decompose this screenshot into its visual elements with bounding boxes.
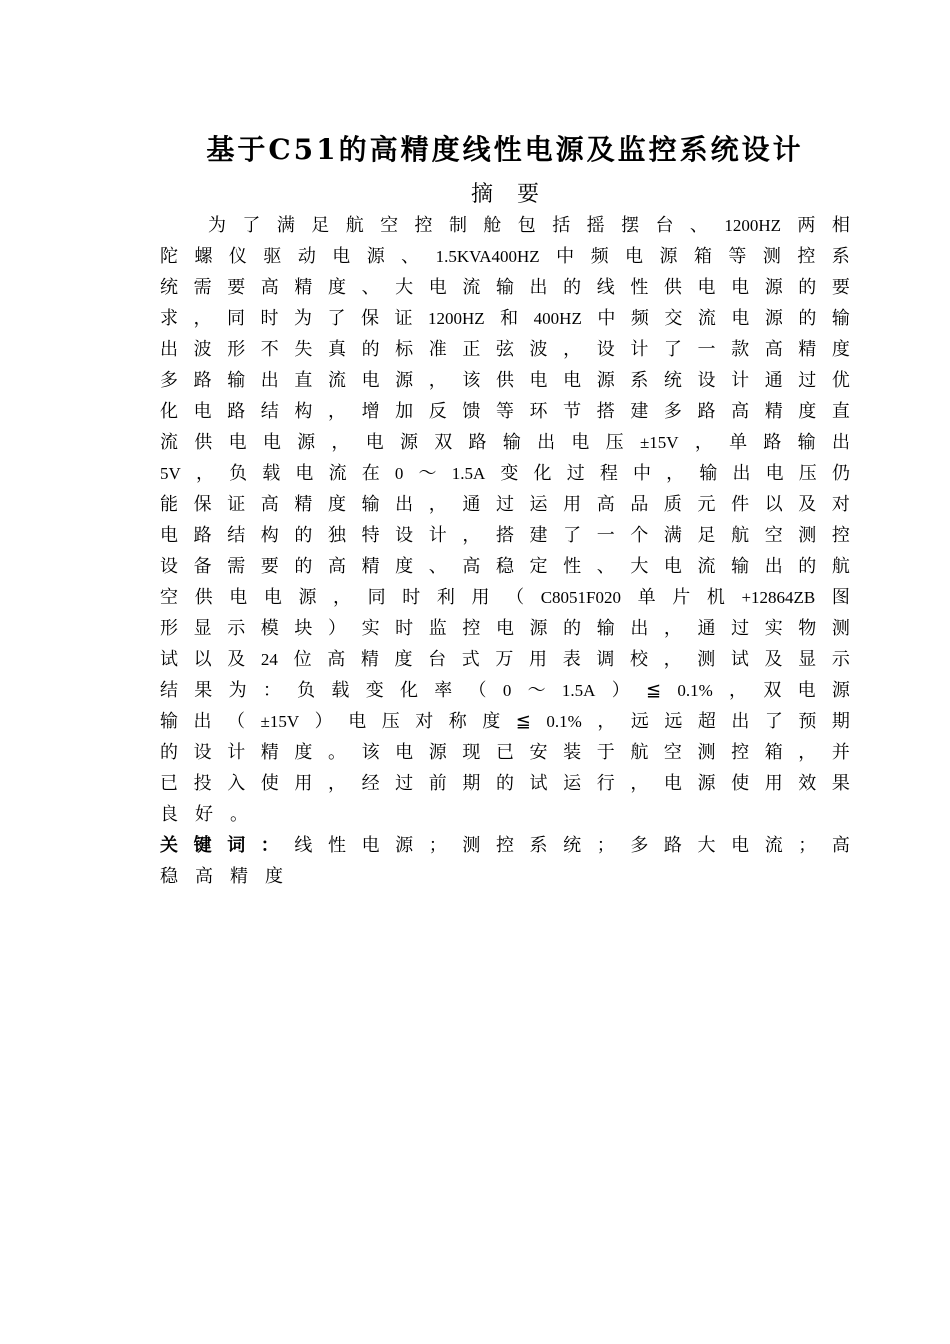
abstract-line: 空 供 电 电 源 ， 同 时 利 用 （ C8051F020 单 片 机 +12864ZB 图 bbox=[160, 587, 850, 608]
abstract-line: 求 ， 同 时 为 了 保 证 1200HZ 和 400HZ 中 频 交 流 电 源 的 输 bbox=[160, 308, 850, 329]
abstract-line: 试 以 及 24 位 高 精 度 台 式 万 用 表 调 校 ， 测 试 及 显 示 bbox=[160, 649, 850, 670]
abstract-line: 已 投 入 使 用 ， 经 过 前 期 的 试 运 行 ， 电 源 使 用 效 果 bbox=[160, 773, 850, 794]
keywords-continuation: 稳 高 精 度 bbox=[160, 866, 283, 887]
abstract-line: 电 路 结 构 的 独 特 设 计 ， 搭 建 了 一 个 满 足 航 空 测 控 bbox=[160, 525, 850, 546]
keywords-line: 关 键 词 ： 线 性 电 源 ； 测 控 系 统 ； 多 路 大 电 流 ； 高 bbox=[160, 835, 850, 856]
abstract-line: 设 备 需 要 的 高 精 度 、 高 稳 定 性 、 大 电 流 输 出 的 航 bbox=[160, 556, 850, 577]
abstract-line: 为 了 满 足 航 空 控 制 舱 包 括 摇 摆 台 、 1200HZ 两 相 bbox=[208, 215, 850, 236]
abstract-line: 化 电 路 结 构 ， 增 加 反 馈 等 环 节 搭 建 多 路 高 精 度 直 bbox=[160, 401, 850, 422]
abstract-line: 良 好 。 bbox=[160, 804, 248, 825]
abstract-line: 输 出 （ ±15V ） 电 压 对 称 度 ≦ 0.1% ， 远 远 超 出 了 预 期 bbox=[160, 711, 850, 732]
abstract-heading: 摘要 bbox=[470, 182, 563, 207]
document-title: 基于C51的高精度线性电源及监控系统设计 bbox=[206, 133, 804, 166]
abstract-line: 的 设 计 精 度 。 该 电 源 现 已 安 装 于 航 空 测 控 箱 ， 并 bbox=[160, 742, 850, 763]
abstract-line: 出 波 形 不 失 真 的 标 准 正 弦 波 ， 设 计 了 一 款 高 精 度 bbox=[160, 339, 850, 360]
abstract-line: 5V ， 负 载 电 流 在 0 ～ 1.5A 变 化 过 程 中 ， 输 出 电 压 仍 bbox=[160, 463, 850, 484]
abstract-line: 多 路 输 出 直 流 电 源 ， 该 供 电 电 源 系 统 设 计 通 过 优 bbox=[160, 370, 850, 391]
abstract-line: 结 果 为 ： 负 载 变 化 率 （ 0 ～ 1.5A ） ≦ 0.1% ， 双 电 源 bbox=[160, 680, 850, 701]
abstract-line: 统 需 要 高 精 度 、 大 电 流 输 出 的 线 性 供 电 电 源 的 要 bbox=[160, 277, 850, 298]
abstract-body bbox=[160, 210, 850, 892]
abstract-line: 能 保 证 高 精 度 输 出 ， 通 过 运 用 高 品 质 元 件 以 及 对 bbox=[160, 494, 850, 515]
abstract-line: 形 显 示 模 块 ） 实 时 监 控 电 源 的 输 出 ， 通 过 实 物 测 bbox=[160, 618, 850, 639]
abstract-line: 陀 螺 仪 驱 动 电 源 、 1.5KVA400HZ 中 频 电 源 箱 等 测 控 系 bbox=[160, 246, 850, 267]
abstract-line: 流 供 电 电 源 ， 电 源 双 路 输 出 电 压 ±15V ， 单 路 输 出 bbox=[160, 432, 850, 453]
